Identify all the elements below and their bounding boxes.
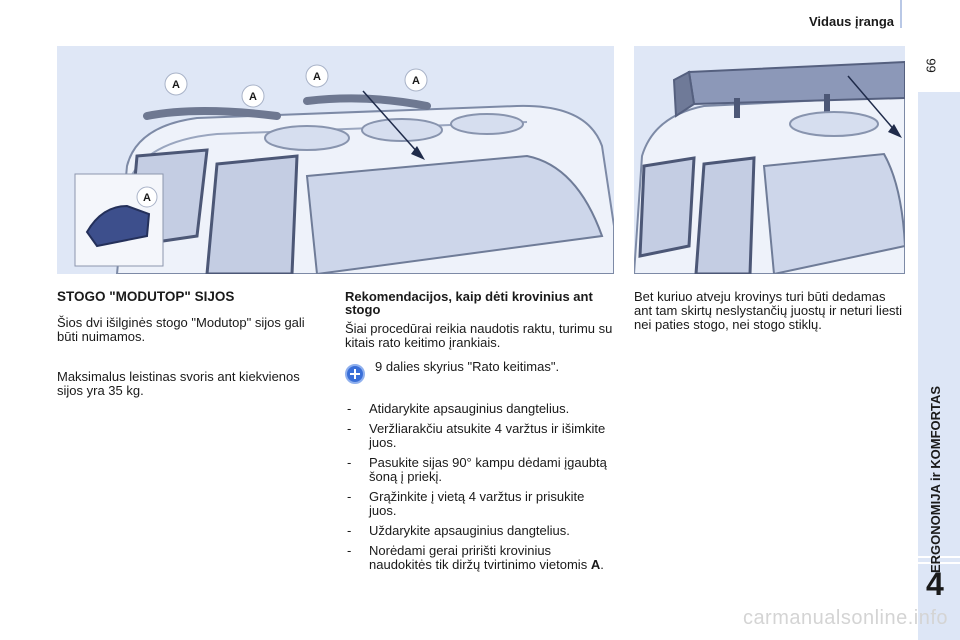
page-header-title: Vidaus įranga	[808, 14, 894, 29]
list-item	[345, 544, 615, 572]
paragraph-load-placement: Bet kuriuo atveju krovinys turi būti dedamas ant tam skirtų neslystančių juostų ir neturi liesti nei paties stogo, nei stogo stiklų.	[634, 289, 903, 332]
advice-title: Rekomendacijos, kaip dėti krovinius ant stogo	[345, 289, 593, 317]
callout-label: A	[172, 79, 180, 91]
paragraph-max-load: Maksimalus leistinas svoris ant kiekvienos sijos yra 35 kg.	[57, 369, 300, 398]
page-number: 99	[923, 58, 939, 73]
list-item: - Pasukite sijas 90° kampu dėdami įgaubtą šoną į priekį.	[345, 456, 615, 484]
section-title: STOGO "MODUTOP" SIJOS	[57, 289, 235, 304]
chapter-number: 4	[926, 566, 944, 602]
watermark: carmanualsonline.info	[742, 607, 948, 629]
callout-label: A	[249, 91, 257, 103]
procedure-steps	[345, 402, 615, 572]
paragraph-tool-required: Šiai procedūrai reikia naudotis raktu, turimu su kitais rato keitimo įrankiais.	[345, 321, 613, 350]
callout-label: A	[143, 192, 151, 204]
roof-load-drawing	[634, 46, 905, 274]
chapter-title-text: ERGONOMIJA ir KOMFORTAS	[928, 385, 943, 573]
roof-bars-illustration	[57, 46, 614, 274]
last-step-callout: A	[590, 557, 601, 572]
list-item: - Atidarykite apsauginius dangtelius.	[345, 402, 615, 416]
column-loading-advice	[345, 290, 615, 578]
cross-reference-text: 9 dalies skyrius "Rato keitimas".	[375, 359, 560, 374]
roof-load-illustration	[634, 46, 905, 274]
plus-icon	[345, 364, 365, 384]
column-load-placement	[634, 290, 904, 332]
last-step-text: Norėdami gerai pririšti krovinius naudokitės tik diržų tvirtinimo vietomis	[369, 543, 591, 572]
last-step-end: .	[600, 557, 604, 572]
roof-bars-drawing	[57, 46, 614, 274]
cross-reference-tip	[345, 359, 615, 384]
list-item: - Uždarykite apsauginius dangtelius.	[345, 524, 615, 538]
callout-label: A	[313, 71, 321, 83]
list-item: - Veržliarakčiu atsukite 4 varžtus ir išimkite juos.	[345, 422, 615, 450]
header-rule	[900, 0, 902, 28]
list-item: - Grąžinkite į vietą 4 varžtus ir prisukite juos.	[345, 490, 615, 518]
callout-label: A	[412, 75, 420, 87]
paragraph-removable-bars: Šios dvi išilginės stogo "Modutop" sijos gali būti nuimamos.	[57, 315, 305, 344]
column-modutop-bars	[57, 290, 327, 398]
